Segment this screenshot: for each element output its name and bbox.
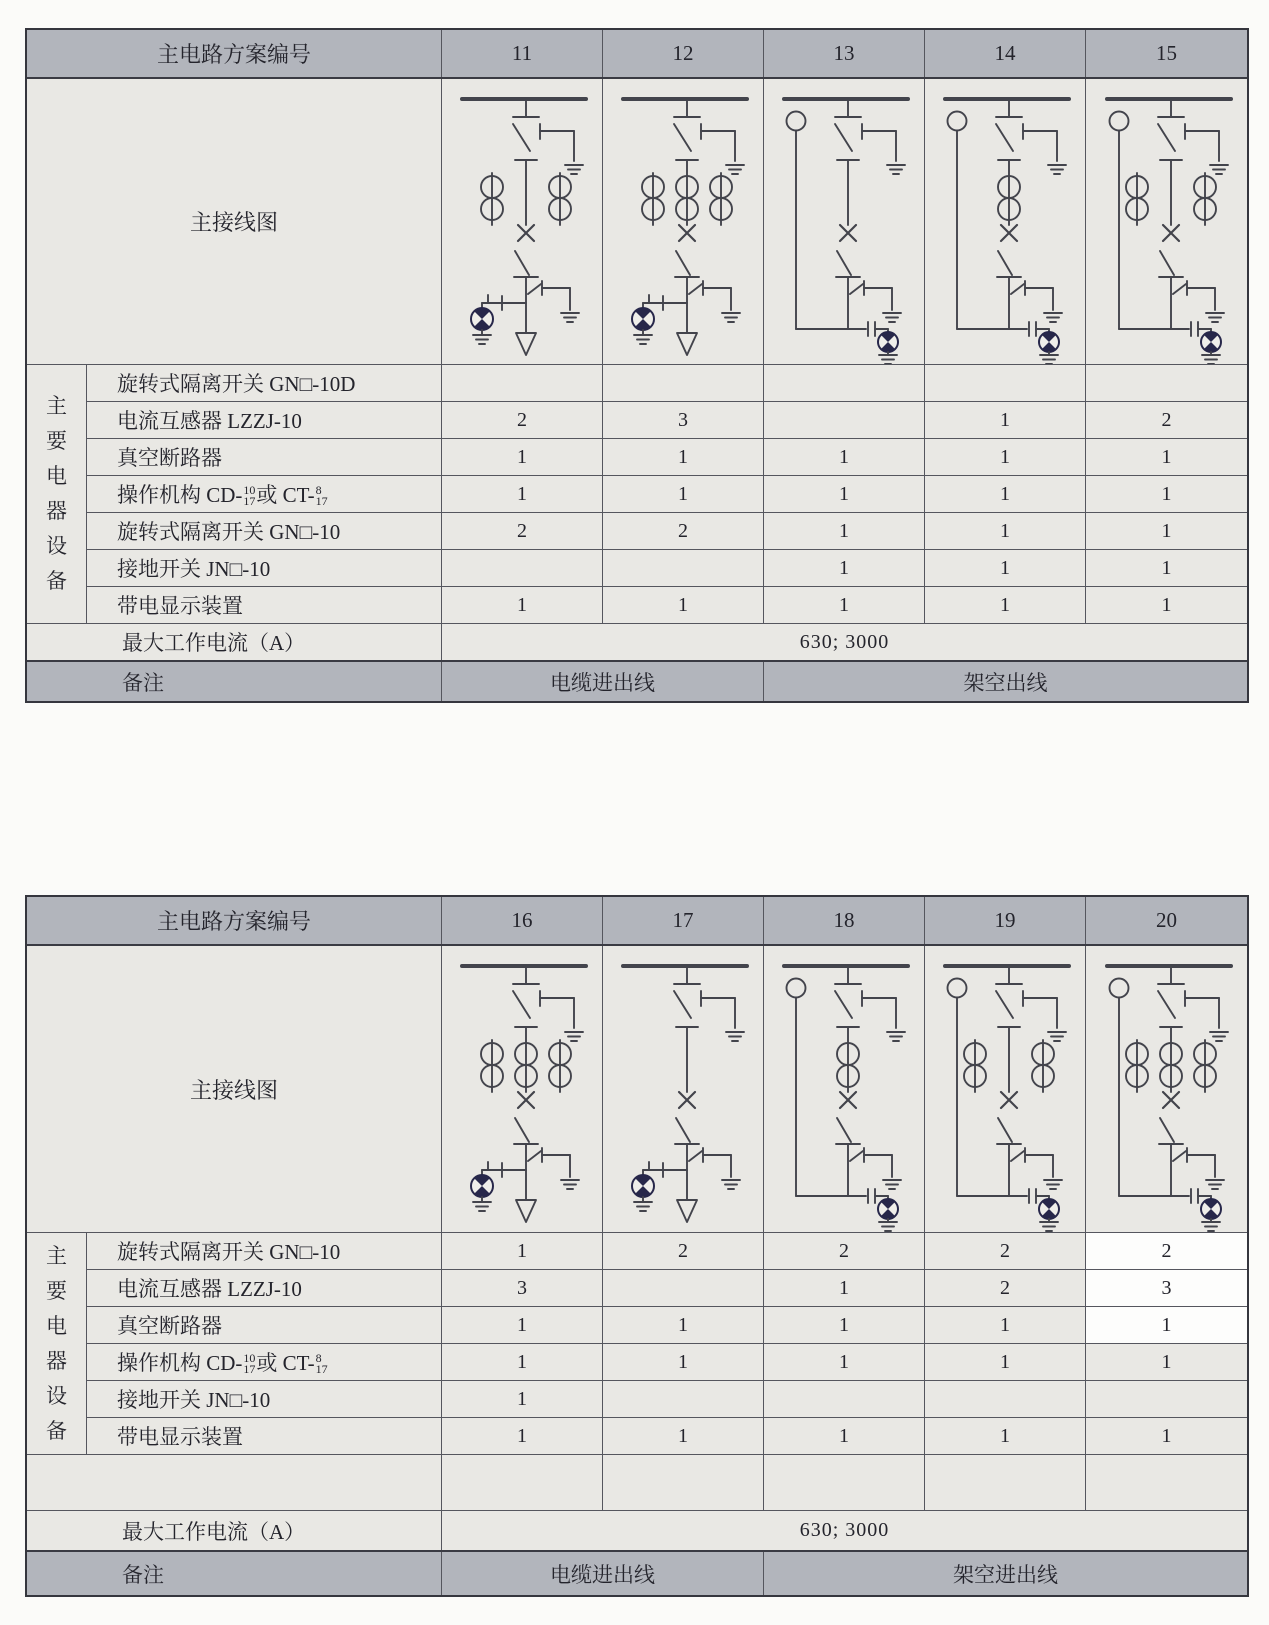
equipment-value-cell: 2 — [603, 1233, 764, 1269]
equipment-label-cell — [87, 476, 442, 512]
equipment-value-cell: 2 — [1161, 408, 1172, 431]
max-current-row — [27, 623, 1247, 660]
equipment-value-cell: 1 — [1161, 445, 1172, 468]
equipment-value-cell: 1 — [925, 1344, 1086, 1380]
equipment-side-label: 主要电器设备 — [46, 1243, 67, 1443]
equipment-value-cell: 1 — [1161, 1424, 1172, 1447]
diagram-row-label-cell: 主接线图 — [27, 946, 442, 1232]
equipment-value-cell: 1 — [1161, 1350, 1172, 1373]
diagram-cell-scheme-16 — [442, 946, 603, 1232]
equipment-label-cell: 旋转式隔离开关 GN□-10 — [87, 513, 442, 549]
equipment-rows — [87, 1233, 1247, 1454]
equipment-value-cell: 1 — [925, 476, 1086, 512]
equipment-value-cell: 3 — [442, 1270, 603, 1306]
equipment-value-cell: 1 — [925, 550, 1086, 586]
model-number-bottom: 17 — [243, 1362, 256, 1376]
scheme-number-13: 13 — [764, 30, 925, 77]
diagram-cell-scheme-19 — [925, 946, 1086, 1232]
single-line-diagram-scheme-15 — [1087, 79, 1247, 364]
equipment-value-cell: 1 — [764, 1307, 925, 1343]
equipment-value-cell: 2 — [925, 1233, 1086, 1269]
equipment-value-cell: 1 — [925, 402, 1086, 438]
equipment-label-cell: 电流互感器 LZZJ-10 — [87, 1270, 442, 1306]
equipment-value-cell: 1 — [603, 476, 764, 512]
equipment-label-text: 或 CT- — [256, 1351, 315, 1375]
single-line-diagram-scheme-18 — [764, 946, 924, 1232]
equipment-value-cell: 2 — [1086, 1233, 1247, 1269]
single-line-diagram-scheme-11 — [442, 79, 602, 364]
remark-row — [27, 1550, 1247, 1595]
spare-row-value-cell — [442, 1455, 603, 1510]
equipment-value-cell: 1 — [764, 1418, 925, 1454]
equipment-value-cell: 1 — [442, 1307, 603, 1343]
equipment-value-cell: 1 — [442, 1233, 603, 1269]
equipment-value-cell: 1 — [603, 1418, 764, 1454]
equipment-value-cell: 1 — [442, 1381, 603, 1417]
max-current-value-cell: 630; 3000 — [799, 630, 890, 653]
equipment-value-cell — [1086, 1381, 1247, 1417]
spare-row — [27, 1454, 1247, 1510]
equipment-row — [87, 475, 1247, 512]
equipment-value-cell: 3 — [1086, 1270, 1247, 1306]
equipment-value-cell: 3 — [603, 402, 764, 438]
equipment-value-cell: 2 — [442, 402, 603, 438]
equipment-side-label-cell — [27, 1233, 87, 1454]
equipment-value-cell — [603, 1381, 764, 1417]
single-line-diagram-scheme-17 — [603, 946, 763, 1232]
equipment-value-cell: 1 — [442, 587, 603, 623]
scheme-number-18: 18 — [764, 897, 925, 944]
remark-value-cell: 架空进出线 — [953, 1562, 1058, 1587]
single-line-diagram-scheme-19 — [925, 946, 1085, 1232]
equipment-value-cell: 1 — [442, 1344, 603, 1380]
max-current-label-cell: 最大工作电流（A） — [27, 624, 442, 660]
spare-row-value-cell — [764, 1455, 925, 1510]
remark-label-cell: 备注 — [27, 1552, 442, 1595]
single-line-diagram-scheme-13 — [764, 79, 924, 364]
remark-label-cell: 备注 — [27, 662, 442, 701]
diagram-cell-scheme-15 — [1086, 79, 1247, 364]
spare-row-value-cell — [603, 1455, 764, 1510]
equipment-value-cell: 1 — [603, 1307, 764, 1343]
equipment-value-cell: 1 — [603, 439, 764, 475]
remark-value-cell: 电缆进出线 — [442, 1552, 764, 1595]
equipment-value-cell — [442, 550, 603, 586]
equipment-rows — [87, 365, 1247, 623]
equipment-block — [27, 364, 1247, 623]
diagram-row-label-cell: 主接线图 — [27, 79, 442, 364]
scheme-table-16-20 — [25, 895, 1249, 1597]
equipment-value-cell: 1 — [442, 439, 603, 475]
equipment-value-cell: 1 — [764, 439, 925, 475]
max-current-value-cell: 630; 3000 — [799, 1519, 890, 1541]
equipment-row — [87, 1306, 1247, 1343]
equipment-value-cell: 1 — [925, 587, 1086, 623]
diagram-cell-scheme-12 — [603, 79, 764, 364]
stacked-model-number — [243, 485, 255, 507]
equipment-value-cell — [603, 365, 764, 401]
equipment-label-cell: 旋转式隔离开关 GN□-10 — [87, 1233, 442, 1269]
equipment-side-label: 主要电器设备 — [46, 394, 67, 593]
single-line-diagram-scheme-16 — [442, 946, 602, 1232]
equipment-label-cell: 带电显示装置 — [87, 1418, 442, 1454]
equipment-value-cell: 1 — [1086, 1307, 1247, 1343]
equipment-value-cell — [764, 1381, 925, 1417]
equipment-value-cell: 1 — [925, 439, 1086, 475]
equipment-label-cell: 电流互感器 LZZJ-10 — [87, 402, 442, 438]
equipment-row — [87, 438, 1247, 475]
equipment-value-cell: 1 — [925, 1418, 1086, 1454]
equipment-value-cell — [925, 1381, 1086, 1417]
equipment-value-cell: 1 — [764, 476, 925, 512]
equipment-value-cell: 1 — [442, 1418, 603, 1454]
model-number-bottom: 17 — [315, 1362, 328, 1376]
equipment-value-cell: 1 — [764, 1344, 925, 1380]
spare-row-label-cell — [27, 1455, 442, 1510]
diagram-row — [27, 944, 1247, 1232]
single-line-diagram-scheme-20 — [1087, 946, 1247, 1232]
equipment-row — [87, 1233, 1247, 1269]
header-row — [27, 30, 1247, 77]
header-row — [27, 897, 1247, 944]
scheme-number-15: 15 — [1156, 41, 1177, 65]
equipment-value-cell — [764, 402, 925, 438]
diagram-cell-scheme-18 — [764, 946, 925, 1232]
equipment-value-cell: 1 — [442, 476, 603, 512]
equipment-row — [87, 365, 1247, 401]
scheme-number-19: 19 — [925, 897, 1086, 944]
equipment-value-cell: 1 — [764, 550, 925, 586]
scheme-number-17: 17 — [603, 897, 764, 944]
model-number-top: 10 — [243, 483, 256, 497]
equipment-label-cell: 真空断路器 — [87, 1307, 442, 1343]
model-number-top: 8 — [315, 1351, 322, 1365]
diagram-cell-scheme-20 — [1086, 946, 1247, 1232]
equipment-row — [87, 401, 1247, 438]
stacked-model-number — [316, 1353, 328, 1375]
equipment-value-cell: 1 — [764, 587, 925, 623]
remark-value-cell: 电缆进出线 — [442, 662, 764, 701]
diagram-cell-scheme-17 — [603, 946, 764, 1232]
equipment-label-text: 操作机构 CD- — [117, 1351, 243, 1375]
equipment-label-text: 操作机构 CD- — [117, 483, 243, 507]
equipment-block — [27, 1232, 1247, 1454]
scheme-number-12: 12 — [603, 30, 764, 77]
model-number-bottom: 17 — [315, 494, 328, 508]
diagram-row — [27, 77, 1247, 364]
equipment-value-cell — [603, 550, 764, 586]
equipment-value-cell: 1 — [1161, 519, 1172, 542]
equipment-side-label-cell — [27, 365, 87, 623]
remark-value-cell: 架空出线 — [963, 670, 1048, 695]
equipment-value-cell: 2 — [925, 1270, 1086, 1306]
equipment-value-cell — [925, 365, 1086, 401]
equipment-value-cell: 1 — [764, 513, 925, 549]
single-line-diagram-scheme-12 — [603, 79, 763, 364]
equipment-row — [87, 1269, 1247, 1306]
equipment-value-cell — [764, 365, 925, 401]
remark-row — [27, 660, 1247, 701]
equipment-row — [87, 1417, 1247, 1454]
header-label-cell: 主电路方案编号 — [27, 897, 442, 944]
model-number-bottom: 17 — [243, 494, 256, 508]
equipment-label-text: 或 CT- — [256, 483, 315, 507]
equipment-row — [87, 1343, 1247, 1380]
stacked-model-number — [316, 485, 328, 507]
equipment-row — [87, 586, 1247, 623]
equipment-row — [87, 1380, 1247, 1417]
model-number-top: 10 — [243, 1351, 256, 1365]
equipment-label-cell: 带电显示装置 — [87, 587, 442, 623]
equipment-label-cell — [87, 1344, 442, 1380]
diagram-cell-scheme-14 — [925, 79, 1086, 364]
equipment-value-cell: 1 — [603, 1344, 764, 1380]
equipment-value-cell: 2 — [442, 513, 603, 549]
equipment-value-cell: 1 — [925, 513, 1086, 549]
scheme-table-11-15 — [25, 28, 1249, 703]
header-label-cell: 主电路方案编号 — [27, 30, 442, 77]
equipment-value-cell: 2 — [603, 513, 764, 549]
equipment-value-cell: 1 — [1161, 556, 1172, 579]
spare-row-value-cell — [1086, 1455, 1247, 1510]
equipment-label-cell: 真空断路器 — [87, 439, 442, 475]
scheme-number-20: 20 — [1156, 908, 1177, 932]
model-number-top: 8 — [315, 483, 322, 497]
max-current-row — [27, 1510, 1247, 1550]
equipment-value-cell — [442, 365, 603, 401]
equipment-value-cell — [603, 1270, 764, 1306]
equipment-row — [87, 549, 1247, 586]
equipment-value-cell: 1 — [603, 587, 764, 623]
scheme-number-14: 14 — [925, 30, 1086, 77]
stacked-model-number — [243, 1353, 255, 1375]
scheme-number-16: 16 — [442, 897, 603, 944]
diagram-cell-scheme-11 — [442, 79, 603, 364]
spare-row-value-cell — [925, 1455, 1086, 1510]
equipment-value-cell — [1086, 365, 1247, 401]
equipment-value-cell: 1 — [764, 1270, 925, 1306]
equipment-value-cell: 1 — [1161, 593, 1172, 616]
equipment-label-cell: 接地开关 JN□-10 — [87, 550, 442, 586]
equipment-label-cell: 接地开关 JN□-10 — [87, 1381, 442, 1417]
equipment-value-cell: 1 — [925, 1307, 1086, 1343]
equipment-row — [87, 512, 1247, 549]
equipment-value-cell: 1 — [1161, 482, 1172, 505]
single-line-diagram-scheme-14 — [925, 79, 1085, 364]
diagram-cell-scheme-13 — [764, 79, 925, 364]
scheme-number-11: 11 — [442, 30, 603, 77]
equipment-value-cell: 2 — [764, 1233, 925, 1269]
equipment-label-cell: 旋转式隔离开关 GN□-10D — [87, 365, 442, 401]
max-current-label-cell: 最大工作电流（A） — [27, 1511, 442, 1550]
